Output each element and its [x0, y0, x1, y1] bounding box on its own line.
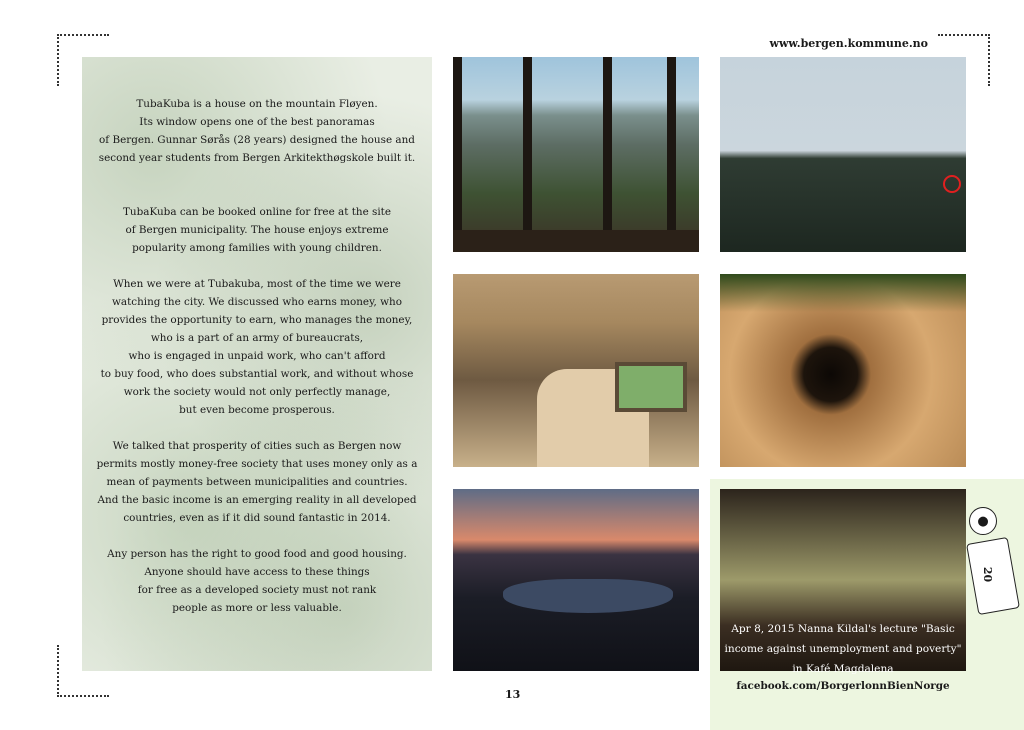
photo-window-panorama: [453, 57, 699, 252]
location-circle-marker: [943, 175, 961, 193]
ticket-number: 20: [981, 566, 995, 583]
tree-leaves: [720, 274, 966, 312]
window-sill: [453, 230, 699, 252]
paragraph-rights: Any person has the right to good food and good housing. Anyone should have access to these things for free as a developed society must not rank people as more or less valuable.: [107, 548, 407, 614]
website-url: www.bergen.kommune.no: [769, 37, 928, 50]
paragraph-booking: TubaKuba can be booked online for free at the site of Bergen municipality. The house enjoys extreme popularity among families with young children.: [122, 206, 391, 254]
photo-wooden-opening: [720, 274, 966, 467]
text-panel: [82, 57, 432, 671]
interior-window: [615, 362, 687, 412]
paragraph-basic-income: We talked that prosperity of cities such as Bergen now permits mostly money-free society that uses money only as a mean of payments between municipalities and countries. And the basic income is an emerging reality in all developed countries, even as if it did sound fantastic in 2014.: [96, 440, 418, 524]
window-frame: [523, 57, 532, 252]
paragraph-intro: TubaKuba is a house on the mountain Fløyen. Its window opens one of the best panoramas of Bergen. Gunnar Sørås (28 years) designed the house and second year students from Bergen Arkitekthøgskole built it.: [98, 98, 416, 164]
facebook-link[interactable]: facebook.com/BorgerlonnBienNorge: [736, 680, 950, 692]
window-frame: [603, 57, 612, 252]
window-frame: [667, 57, 676, 252]
camera-icon: ●: [969, 507, 997, 535]
photo-house-interior: [453, 274, 699, 467]
event-caption: Apr 8, 2015 Nanna Kildal's lecture "Basic income against unemployment and poverty" in Kafé Magdalena: [724, 623, 962, 675]
window-frame: [453, 57, 462, 252]
photo-city-sunset: [453, 489, 699, 671]
photo-mountain-forest: [720, 57, 966, 252]
page-number: 13: [505, 688, 521, 701]
paragraph-discussion: When we were at Tubakuba, most of the time we were watching the city. We discussed who earns money, who provides the opportunity to earn, who manages the money, who is a part of an army of bureaucrats, who is engaged in unpaid work, who can't afford to buy food, who does substantial work, and without whose work the society would not only perfectly manage, but even become prosperous.: [100, 278, 414, 416]
fjord-water: [503, 579, 673, 613]
